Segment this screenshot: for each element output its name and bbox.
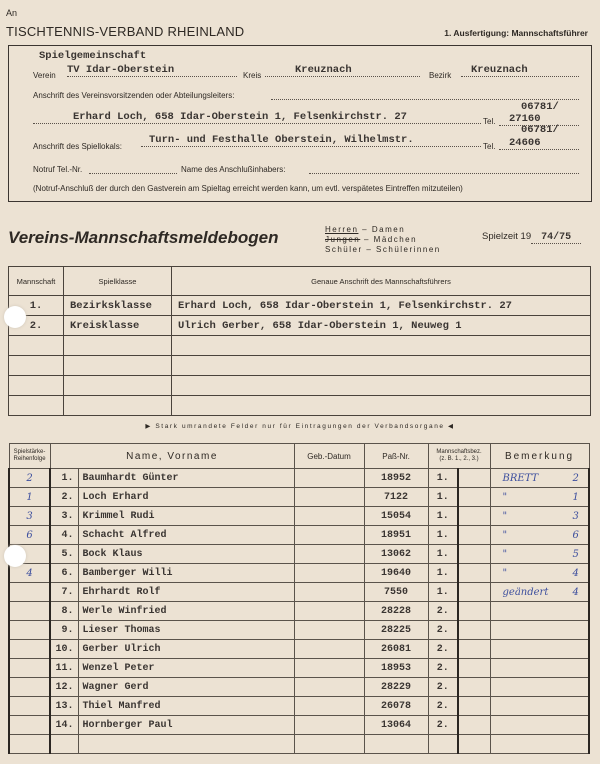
addressee-label: An bbox=[6, 8, 18, 18]
player-birthdate[interactable] bbox=[294, 602, 364, 621]
player-pass-number[interactable]: 18951 bbox=[364, 526, 428, 545]
player-number[interactable]: 6. bbox=[50, 564, 78, 583]
player-team[interactable] bbox=[428, 735, 458, 754]
player-rank-handwritten[interactable] bbox=[9, 583, 50, 602]
verein-field[interactable]: TV Idar-Oberstein bbox=[67, 64, 237, 77]
leader-label: Anschrift des Vereinsvorsitzenden oder Abteilungsleiters: bbox=[33, 91, 235, 100]
player-row bbox=[9, 583, 589, 602]
player-team[interactable]: 1. bbox=[428, 469, 458, 488]
player-team[interactable]: 1. bbox=[428, 507, 458, 526]
player-name[interactable] bbox=[78, 735, 294, 754]
header-captain: Genaue Anschrift des Mannschaftsführers bbox=[172, 267, 591, 296]
team-row bbox=[9, 336, 591, 356]
player-team[interactable]: 1. bbox=[428, 545, 458, 564]
player-birthdate[interactable] bbox=[294, 735, 364, 754]
player-name[interactable]: Bamberger Willi bbox=[78, 564, 294, 583]
player-number[interactable]: 10. bbox=[50, 640, 78, 659]
player-birthdate[interactable] bbox=[294, 488, 364, 507]
header-rank: Spielstärke-Reihenfolge bbox=[9, 444, 50, 469]
player-row bbox=[9, 545, 589, 564]
player-remark[interactable] bbox=[490, 678, 589, 697]
player-row bbox=[9, 526, 589, 545]
category-selection bbox=[325, 225, 441, 255]
remark-text: BRETT bbox=[502, 472, 539, 484]
player-row bbox=[9, 507, 589, 526]
player-row bbox=[9, 640, 589, 659]
player-name[interactable]: Schacht Alfred bbox=[78, 526, 294, 545]
team-captain-address[interactable] bbox=[172, 376, 591, 396]
player-birthdate[interactable] bbox=[294, 678, 364, 697]
official-field[interactable] bbox=[458, 659, 490, 678]
player-birthdate[interactable] bbox=[294, 545, 364, 564]
header-name: Name, Vorname bbox=[50, 444, 294, 469]
player-rank-handwritten[interactable] bbox=[9, 659, 50, 678]
remark-board-number: 4 bbox=[572, 586, 579, 598]
official-field[interactable] bbox=[458, 716, 490, 735]
player-remark[interactable] bbox=[490, 716, 589, 735]
remark-board-number: 1 bbox=[572, 491, 579, 503]
player-row bbox=[9, 602, 589, 621]
player-number[interactable]: 7. bbox=[50, 583, 78, 602]
leader-label-line bbox=[271, 99, 579, 100]
players-table bbox=[8, 443, 590, 754]
remark-board-number: 3 bbox=[572, 510, 579, 522]
official-field[interactable] bbox=[458, 526, 490, 545]
remark-text: " bbox=[502, 548, 508, 560]
bezirk-label: Bezirk bbox=[429, 71, 452, 80]
emergency-label: Notruf Tel.-Nr. bbox=[33, 165, 83, 174]
official-fields-hint: ▶ Stark umrandete Felder nur für Eintragungen der Verbandsorgane ◀ bbox=[145, 423, 455, 430]
player-team[interactable]: 1. bbox=[428, 488, 458, 507]
player-remark[interactable] bbox=[490, 602, 589, 621]
player-number[interactable]: 11. bbox=[50, 659, 78, 678]
team-class[interactable]: Bezirksklasse bbox=[64, 296, 172, 316]
team-number[interactable] bbox=[9, 396, 64, 416]
punch-hole bbox=[4, 306, 26, 328]
season-label: Spielzeit 19 bbox=[482, 231, 532, 242]
official-field[interactable] bbox=[458, 469, 490, 488]
player-remark[interactable] bbox=[490, 583, 589, 602]
player-name[interactable]: Loch Erhard bbox=[78, 488, 294, 507]
player-number[interactable]: 8. bbox=[50, 602, 78, 621]
category-maedchen[interactable]: Mädchen bbox=[373, 235, 418, 244]
player-name[interactable]: Baumhardt Günter bbox=[78, 469, 294, 488]
team-class[interactable] bbox=[64, 396, 172, 416]
team-row bbox=[9, 376, 591, 396]
player-team[interactable]: 2. bbox=[428, 697, 458, 716]
remark-text: " bbox=[502, 567, 508, 579]
player-pass-number[interactable]: 26081 bbox=[364, 640, 428, 659]
official-field[interactable] bbox=[458, 621, 490, 640]
player-pass-number[interactable]: 26078 bbox=[364, 697, 428, 716]
player-rank-handwritten[interactable] bbox=[9, 602, 50, 621]
bezirk-field[interactable]: Kreuznach bbox=[461, 64, 579, 77]
player-remark[interactable] bbox=[490, 507, 589, 526]
leader-tel-label: Tel. bbox=[483, 117, 496, 126]
player-name[interactable]: Wagner Gerd bbox=[78, 678, 294, 697]
teams-header-row bbox=[9, 267, 591, 296]
player-pass-number[interactable]: 28228 bbox=[364, 602, 428, 621]
player-name[interactable]: Lieser Thomas bbox=[78, 621, 294, 640]
team-number[interactable] bbox=[9, 336, 64, 356]
player-number[interactable]: 4. bbox=[50, 526, 78, 545]
player-team[interactable]: 1. bbox=[428, 583, 458, 602]
player-name[interactable]: Werle Winfried bbox=[78, 602, 294, 621]
team-captain-address[interactable] bbox=[172, 356, 591, 376]
player-remark[interactable] bbox=[490, 659, 589, 678]
player-number[interactable] bbox=[50, 735, 78, 754]
player-row bbox=[9, 716, 589, 735]
official-field[interactable] bbox=[458, 678, 490, 697]
player-birthdate[interactable] bbox=[294, 640, 364, 659]
kreis-label: Kreis bbox=[243, 71, 262, 80]
header-team: Mannschaft bbox=[9, 267, 64, 296]
player-row bbox=[9, 659, 589, 678]
venue-tel-field[interactable]: 24606 bbox=[499, 137, 579, 150]
player-number[interactable]: 3. bbox=[50, 507, 78, 526]
player-birthdate[interactable] bbox=[294, 621, 364, 640]
player-name[interactable]: Thiel Manfred bbox=[78, 697, 294, 716]
player-pass-number[interactable]: 18952 bbox=[364, 469, 428, 488]
player-rank-handwritten[interactable]: 1 bbox=[9, 488, 50, 507]
player-pass-number[interactable] bbox=[364, 735, 428, 754]
player-pass-number[interactable]: 18953 bbox=[364, 659, 428, 678]
official-field[interactable] bbox=[458, 564, 490, 583]
players-header-row bbox=[9, 444, 589, 469]
player-pass-number[interactable]: 13064 bbox=[364, 716, 428, 735]
player-team[interactable]: 2. bbox=[428, 602, 458, 621]
emergency-field[interactable] bbox=[89, 173, 177, 174]
player-rank-handwritten[interactable]: 6 bbox=[9, 526, 50, 545]
player-remark[interactable] bbox=[490, 621, 589, 640]
punch-hole bbox=[4, 545, 26, 567]
team-class[interactable] bbox=[64, 336, 172, 356]
player-remark[interactable] bbox=[490, 640, 589, 659]
team-class[interactable]: Kreisklasse bbox=[64, 316, 172, 336]
teams-table bbox=[8, 266, 591, 416]
official-field[interactable] bbox=[458, 507, 490, 526]
remark-board-number: 5 bbox=[572, 548, 579, 560]
team-captain-address[interactable] bbox=[172, 396, 591, 416]
player-row bbox=[9, 735, 589, 754]
leader-address-field[interactable]: Erhard Loch, 658 Idar-Oberstein 1, Felsenkirchstr. 27 bbox=[33, 111, 481, 124]
recipient-name: TISCHTENNIS-VERBAND RHEINLAND bbox=[6, 24, 245, 39]
player-birthdate[interactable] bbox=[294, 469, 364, 488]
player-birthdate[interactable] bbox=[294, 697, 364, 716]
form-title: Vereins-Mannschaftsmeldebogen bbox=[8, 228, 279, 247]
emergency-note: (Notruf-Anschluß der durch den Gastverein am Spieltag erreicht werden kann, um evtl. verspätetes Eintreffen mitzuteilen) bbox=[33, 184, 463, 193]
kreis-field[interactable]: Kreuznach bbox=[265, 64, 420, 77]
team-row bbox=[9, 396, 591, 416]
remark-text: " bbox=[502, 529, 508, 541]
player-birthdate[interactable] bbox=[294, 716, 364, 735]
official-field[interactable] bbox=[458, 697, 490, 716]
player-row bbox=[9, 469, 589, 488]
player-rank-handwritten[interactable]: 2 bbox=[9, 469, 50, 488]
player-remark[interactable] bbox=[490, 545, 589, 564]
category-damen[interactable]: Damen bbox=[371, 225, 406, 234]
season bbox=[482, 231, 581, 244]
remark-text: geändert bbox=[502, 586, 549, 598]
team-row bbox=[9, 296, 591, 316]
category-schueler[interactable]: Schüler bbox=[325, 245, 363, 254]
player-row bbox=[9, 488, 589, 507]
leader-tel-prefix: 06781/ bbox=[521, 101, 559, 113]
remark-text: " bbox=[502, 510, 508, 522]
player-row bbox=[9, 621, 589, 640]
player-pass-number[interactable]: 19640 bbox=[364, 564, 428, 583]
player-pass-number[interactable]: 13062 bbox=[364, 545, 428, 564]
player-team[interactable]: 1. bbox=[428, 526, 458, 545]
player-team[interactable]: 2. bbox=[428, 716, 458, 735]
player-number[interactable]: 12. bbox=[50, 678, 78, 697]
player-name[interactable]: Krimmel Rudi bbox=[78, 507, 294, 526]
header-pass: Paß-Nr. bbox=[364, 444, 428, 469]
player-team[interactable]: 1. bbox=[428, 564, 458, 583]
remark-board-number: 4 bbox=[572, 567, 579, 579]
header-class: Spielklasse bbox=[64, 267, 172, 296]
team-number[interactable]: 2. bbox=[9, 316, 64, 336]
venue-tel-label: Tel. bbox=[483, 142, 496, 151]
venue-field[interactable]: Turn- und Festhalle Oberstein, Wilhelmstr. bbox=[141, 134, 481, 147]
venue-tel-prefix: 06781/ bbox=[521, 124, 559, 136]
player-rank-handwritten[interactable] bbox=[9, 678, 50, 697]
player-rank-handwritten[interactable]: 3 bbox=[9, 507, 50, 526]
category-jungen[interactable]: Jungen bbox=[325, 235, 361, 244]
player-team[interactable]: 2. bbox=[428, 621, 458, 640]
separator: – bbox=[358, 225, 372, 234]
player-remark[interactable] bbox=[490, 488, 589, 507]
season-field[interactable]: 74/75 bbox=[531, 232, 581, 244]
player-rank-handwritten[interactable] bbox=[9, 640, 50, 659]
team-row bbox=[9, 356, 591, 376]
player-number[interactable]: 13. bbox=[50, 697, 78, 716]
team-number[interactable] bbox=[9, 356, 64, 376]
verein-label: Verein bbox=[33, 71, 56, 80]
official-field[interactable] bbox=[458, 735, 490, 754]
team-class[interactable] bbox=[64, 356, 172, 376]
player-number[interactable]: 14. bbox=[50, 716, 78, 735]
leader-tel-field[interactable]: 27160 bbox=[499, 113, 579, 126]
player-pass-number[interactable]: 15054 bbox=[364, 507, 428, 526]
club-info-box bbox=[8, 45, 592, 202]
player-row bbox=[9, 678, 589, 697]
player-remark[interactable] bbox=[490, 697, 589, 716]
category-herren[interactable]: Herren bbox=[325, 225, 359, 234]
player-rank-handwritten[interactable] bbox=[9, 716, 50, 735]
player-birthdate[interactable] bbox=[294, 583, 364, 602]
owner-label: Name des Anschlußinhabers: bbox=[181, 165, 286, 174]
player-team[interactable]: 2. bbox=[428, 640, 458, 659]
player-name[interactable]: Gerber Ulrich bbox=[78, 640, 294, 659]
player-name[interactable]: Wenzel Peter bbox=[78, 659, 294, 678]
header-team-assignment: Mannschaftsbez. (z. B. 1., 2., 3.) bbox=[428, 444, 490, 469]
team-captain-address[interactable]: Erhard Loch, 658 Idar-Oberstein 1, Felsenkirchstr. 27 bbox=[172, 296, 591, 316]
player-name[interactable]: Hornberger Paul bbox=[78, 716, 294, 735]
verein-value-line1: Spielgemeinschaft bbox=[39, 50, 147, 62]
player-row bbox=[9, 697, 589, 716]
official-field[interactable] bbox=[458, 488, 490, 507]
player-birthdate[interactable] bbox=[294, 564, 364, 583]
remark-text: " bbox=[502, 491, 508, 503]
category-schuelerinnen[interactable]: Schülerinnen bbox=[376, 245, 441, 254]
player-remark[interactable] bbox=[490, 735, 589, 754]
header-birth: Geb.-Datum bbox=[294, 444, 364, 469]
player-rank-handwritten[interactable] bbox=[9, 697, 50, 716]
team-captain-address[interactable]: Ulrich Gerber, 658 Idar-Oberstein 1, Neuweg 1 bbox=[172, 316, 591, 336]
header-remark: Bemerkung bbox=[490, 444, 589, 469]
player-rank-handwritten[interactable]: 4 bbox=[9, 564, 50, 583]
copy-note: 1. Ausfertigung: Mannschaftsführer bbox=[444, 28, 588, 38]
team-number[interactable] bbox=[9, 376, 64, 396]
team-captain-address[interactable] bbox=[172, 336, 591, 356]
team-class[interactable] bbox=[64, 376, 172, 396]
official-field[interactable] bbox=[458, 545, 490, 564]
official-field[interactable] bbox=[458, 583, 490, 602]
player-team[interactable]: 2. bbox=[428, 678, 458, 697]
player-number[interactable]: 1. bbox=[50, 469, 78, 488]
player-rank-handwritten[interactable] bbox=[9, 735, 50, 754]
player-row bbox=[9, 564, 589, 583]
player-name[interactable]: Ehrhardt Rolf bbox=[78, 583, 294, 602]
player-pass-number[interactable]: 7122 bbox=[364, 488, 428, 507]
player-remark[interactable] bbox=[490, 469, 589, 488]
player-pass-number[interactable]: 28225 bbox=[364, 621, 428, 640]
player-number[interactable]: 2. bbox=[50, 488, 78, 507]
official-field[interactable] bbox=[458, 602, 490, 621]
player-pass-number[interactable]: 28229 bbox=[364, 678, 428, 697]
player-name[interactable]: Bock Klaus bbox=[78, 545, 294, 564]
player-number[interactable]: 9. bbox=[50, 621, 78, 640]
player-rank-handwritten[interactable] bbox=[9, 621, 50, 640]
venue-label: Anschrift des Spiellokals: bbox=[33, 142, 122, 151]
player-team[interactable]: 2. bbox=[428, 659, 458, 678]
separator: – bbox=[360, 235, 374, 244]
player-birthdate[interactable] bbox=[294, 507, 364, 526]
official-field[interactable] bbox=[458, 640, 490, 659]
player-remark[interactable] bbox=[490, 526, 589, 545]
owner-field[interactable] bbox=[309, 173, 579, 174]
remark-board-number: 6 bbox=[572, 529, 579, 541]
player-birthdate[interactable] bbox=[294, 659, 364, 678]
player-remark[interactable] bbox=[490, 564, 589, 583]
separator: – bbox=[362, 245, 377, 254]
team-number[interactable]: 1. bbox=[9, 296, 64, 316]
player-number[interactable]: 5. bbox=[50, 545, 78, 564]
remark-board-number: 2 bbox=[572, 472, 579, 484]
player-pass-number[interactable]: 7550 bbox=[364, 583, 428, 602]
player-birthdate[interactable] bbox=[294, 526, 364, 545]
team-row bbox=[9, 316, 591, 336]
